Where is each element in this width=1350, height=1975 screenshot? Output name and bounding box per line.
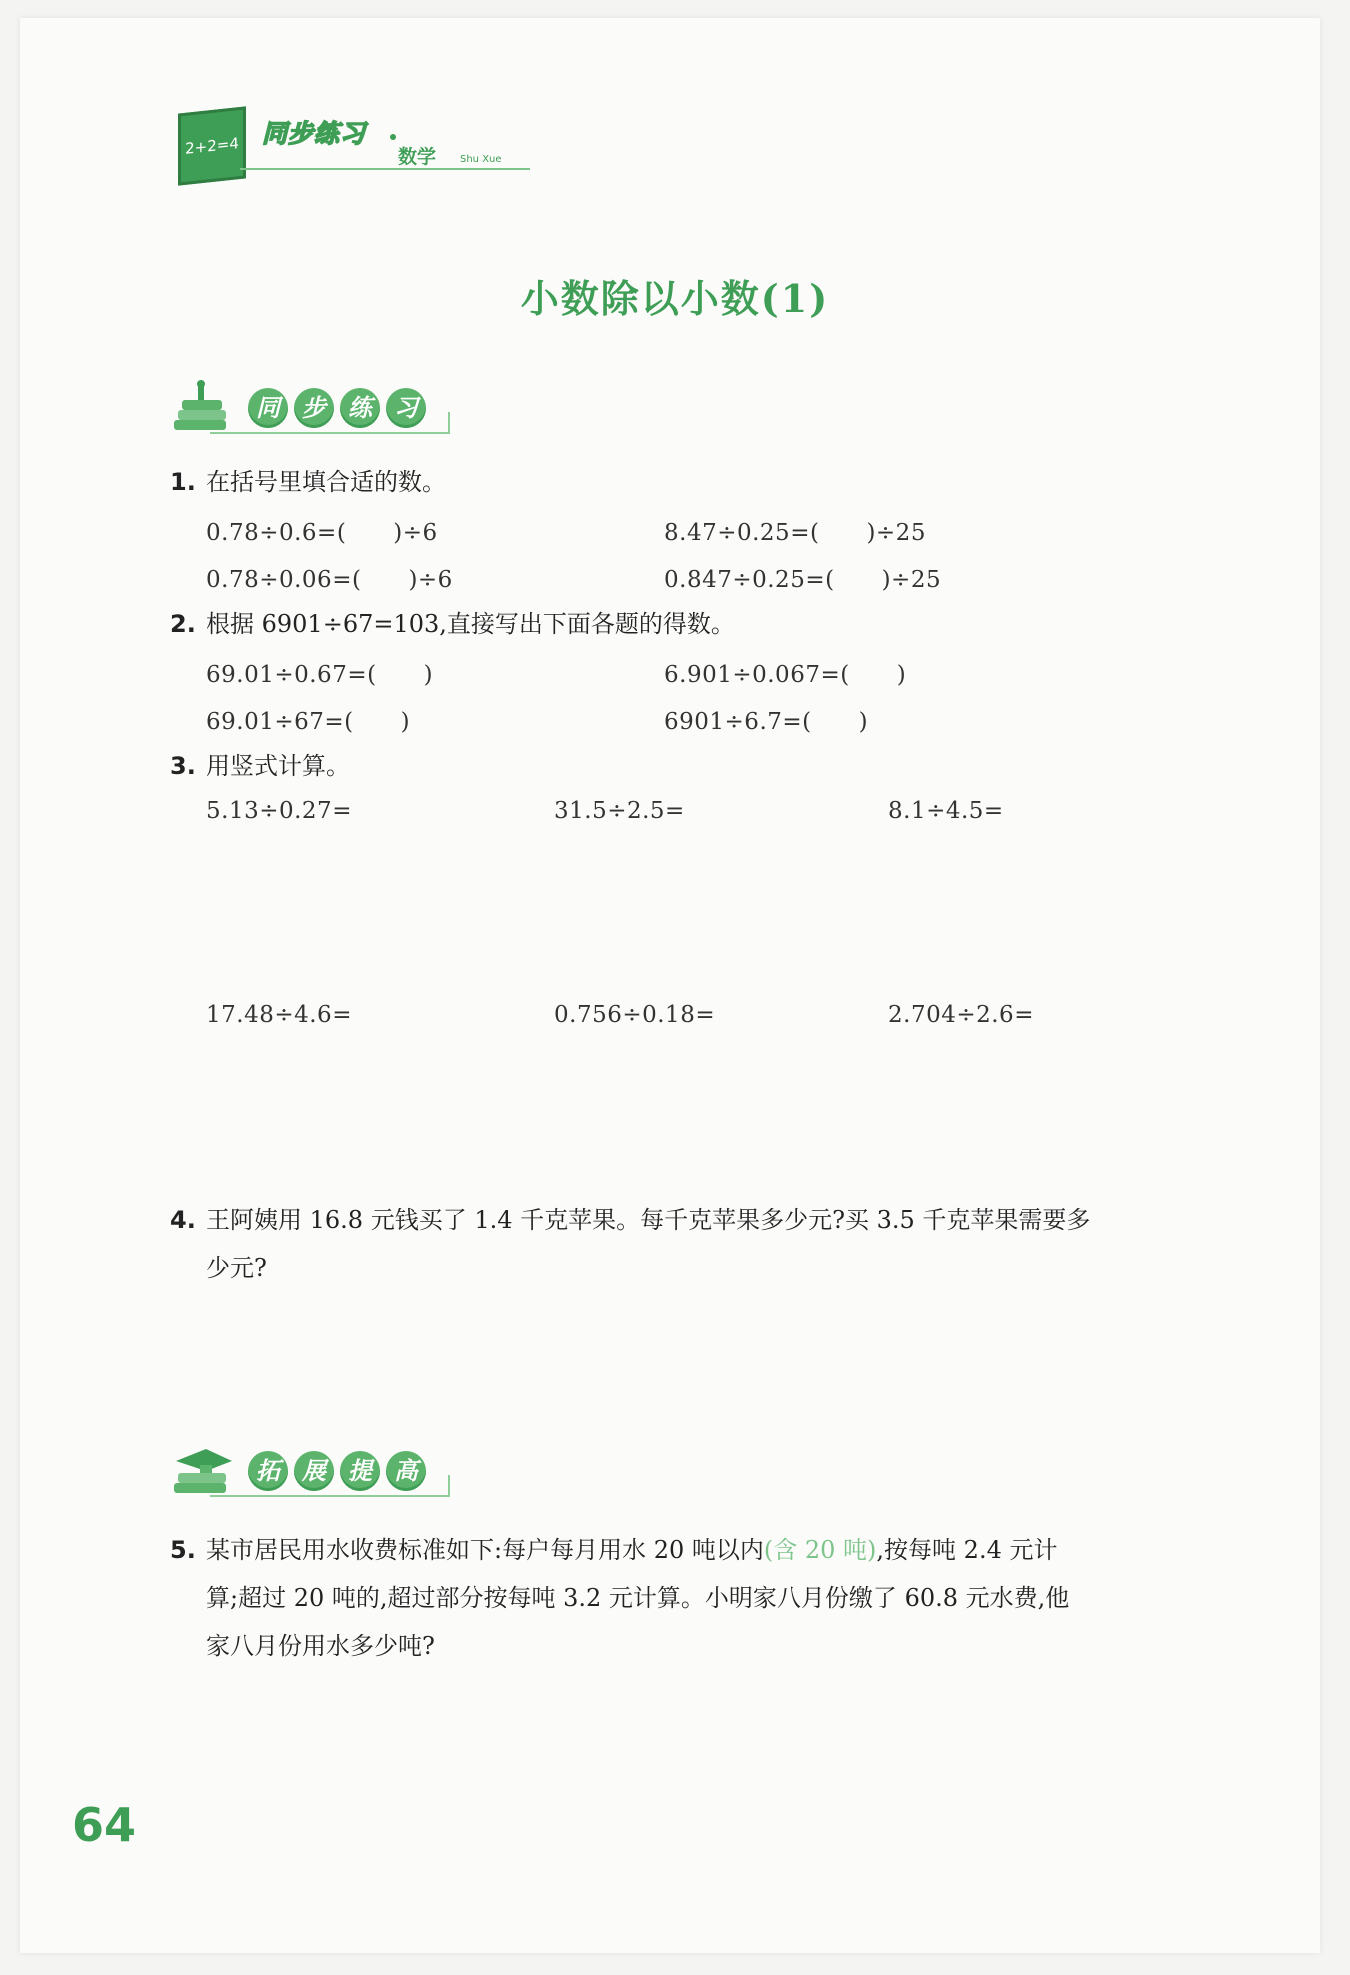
header-underline [240, 168, 530, 170]
question-number: 5. [170, 1536, 196, 1564]
question-text [206, 1526, 1069, 1670]
badge-char: 练 [340, 388, 380, 428]
badge-char: 同 [248, 388, 288, 428]
header-pinyin: Shu Xue [460, 154, 502, 165]
question-text [206, 1196, 1090, 1292]
badge-char: 提 [340, 1451, 380, 1491]
chalkboard-icon: 2+2=4 [178, 106, 246, 185]
equation: 0.756÷0.18= [554, 1002, 716, 1028]
question-number: 2. [170, 610, 196, 638]
equation: 31.5÷2.5= [554, 798, 685, 824]
question-text: 用竖式计算。 [206, 752, 350, 780]
header-dot [390, 134, 396, 140]
section-badge-practice [170, 372, 450, 444]
lesson-title: 小数除以小数(1) [520, 276, 830, 321]
badge-char: 拓 [248, 1451, 288, 1491]
question-number: 4. [170, 1206, 196, 1234]
equation: 8.1÷4.5= [888, 798, 1004, 824]
question-number: 3. [170, 752, 196, 780]
question-segment: 某市居民用水收费标准如下:每户每月用水 20 吨以内 [206, 1536, 764, 1564]
books-lamp-icon [170, 380, 234, 440]
question-segment: ,按每吨 2.4 元计 [876, 1536, 1058, 1564]
equation: 8.47÷0.25=( )÷25 [664, 520, 926, 546]
header-logo [170, 98, 530, 186]
badge-underline [210, 1495, 450, 1497]
header-title: 同步练习 [262, 119, 367, 148]
equation: 69.01÷67=( ) [206, 709, 411, 735]
header-subject: 数学 [398, 146, 437, 168]
badge-char: 习 [386, 388, 426, 428]
equation: 6901÷6.7=( ) [664, 709, 869, 735]
question-line: 算;超过 20 吨的,超过部分按每吨 3.2 元计算。小明家八月份缴了 60.8 元水费,他 [206, 1584, 1070, 1612]
equation: 17.48÷4.6= [206, 1002, 352, 1028]
section-badge-extension [170, 1435, 450, 1507]
question-line: 少元? [206, 1254, 267, 1282]
badge-tick [448, 412, 450, 434]
equation: 6.901÷0.067=( ) [664, 662, 907, 688]
equation: 2.704÷2.6= [888, 1002, 1034, 1028]
question-line [206, 1526, 1069, 1574]
equation: 0.847÷0.25=( )÷25 [664, 567, 942, 593]
books-cap-icon [170, 1443, 234, 1503]
equation: 0.78÷0.06=( )÷6 [206, 567, 453, 593]
equation: 69.01÷0.67=( ) [206, 662, 434, 688]
equation: 0.78÷0.6=( )÷6 [206, 520, 438, 546]
badge-char: 展 [294, 1451, 334, 1491]
equation: 5.13÷0.27= [206, 798, 352, 824]
question-number: 1. [170, 468, 196, 496]
badge-underline [210, 432, 450, 434]
badge-char: 步 [294, 388, 334, 428]
highlight-note: (含 20 吨) [763, 1536, 877, 1564]
question-line: 家八月份用水多少吨? [206, 1632, 435, 1660]
question-line: 王阿姨用 16.8 元钱买了 1.4 千克苹果。每千克苹果多少元?买 3.5 千克苹果需要多 [206, 1206, 1091, 1234]
question-text: 根据 6901÷67=103,直接写出下面各题的得数。 [206, 610, 735, 638]
question-text: 在括号里填合适的数。 [206, 468, 446, 496]
page-number: 64 [72, 1798, 137, 1852]
badge-tick [448, 1475, 450, 1497]
badge-char: 高 [386, 1451, 426, 1491]
